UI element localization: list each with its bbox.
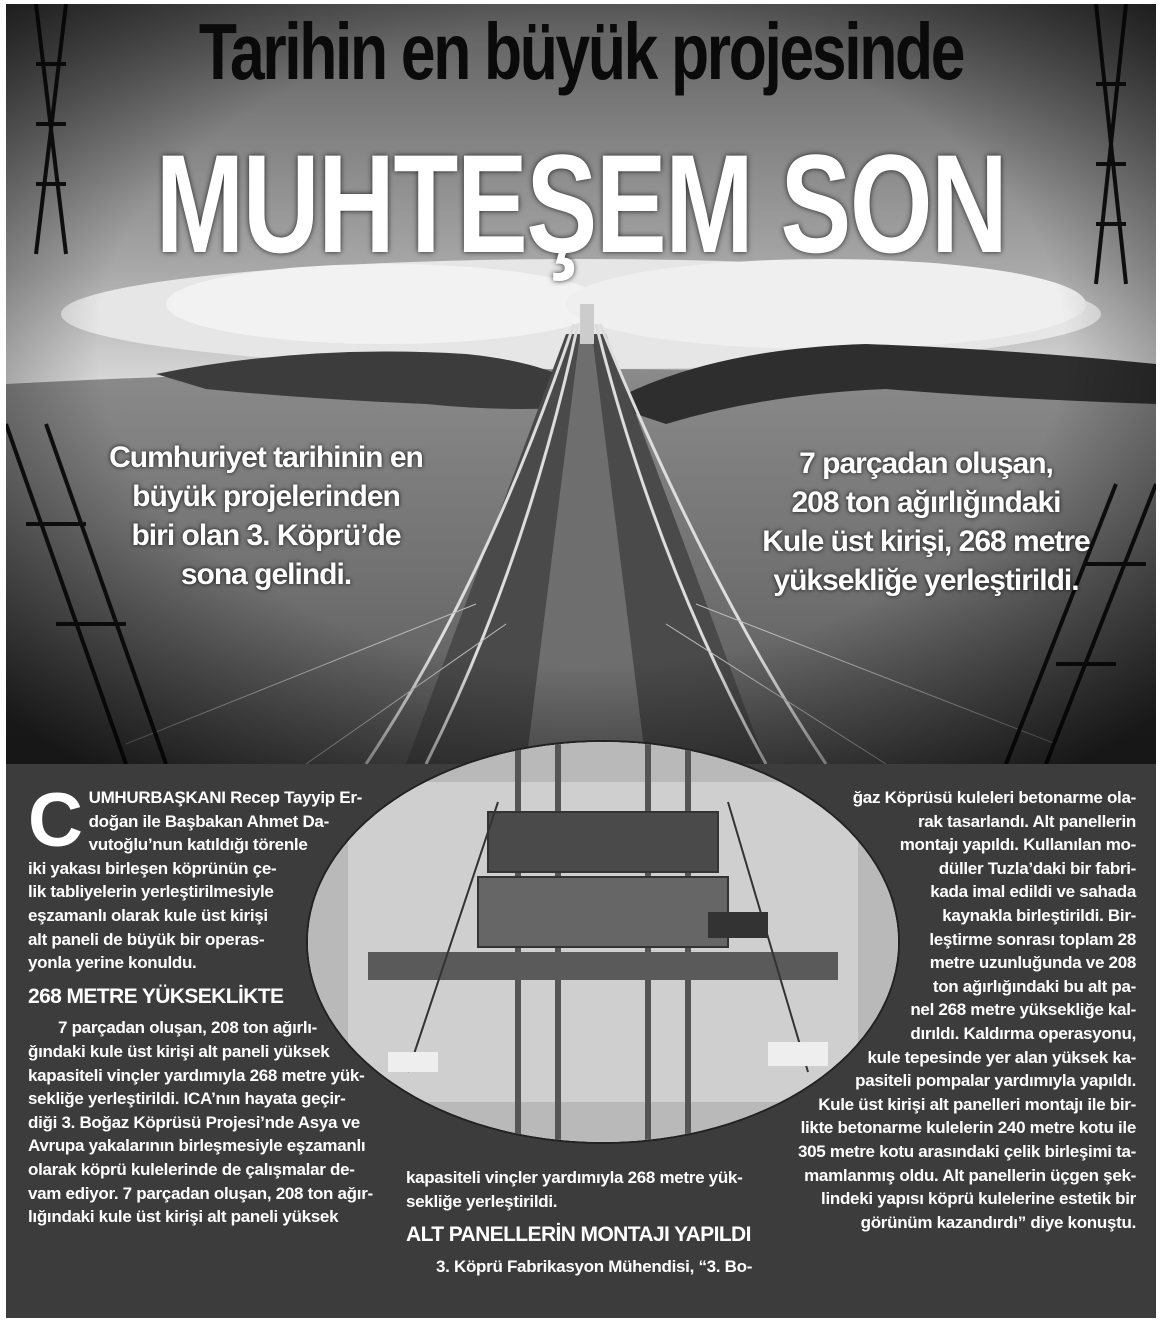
article-line: eşzamanlı olarak kule üst kirişi bbox=[28, 905, 268, 925]
article-line: lığındaki kule üst kirişi alt paneli yüksek bbox=[28, 1207, 339, 1227]
lede-line: yüksekliğe yerleştirildi. bbox=[773, 564, 1079, 597]
article-line: 3. Köprü Fabrikasyon Mühendisi, “3. Bo- bbox=[436, 1256, 753, 1276]
bridge-aerial-photo bbox=[6, 4, 1156, 764]
lede-left bbox=[106, 438, 426, 594]
article-line: olarak köprü kulelerinde de çalışmalar de- bbox=[28, 1159, 355, 1179]
subheading-alt-panel: ALT PANELLERİN MONTAJI YAPILDI bbox=[406, 1223, 751, 1247]
article-line: görünüm kazandırdı” diye konuştu. bbox=[860, 1212, 1136, 1232]
lede-right bbox=[746, 444, 1106, 600]
article-line: 305 metre kotu arasındaki çelik birleşimi ta- bbox=[798, 1141, 1136, 1161]
lede-line: 208 ton ağırlığındaki bbox=[791, 486, 1061, 519]
article-line: lik tabliyelerin yerleştirilmesiyle bbox=[28, 882, 274, 902]
article-line: rak tasarlandı. Alt panellerin bbox=[917, 811, 1136, 831]
article-line: kada imal edildi ve sahada bbox=[930, 882, 1136, 902]
article-line: vutoğlu’nun katıldığı törenle bbox=[88, 835, 308, 855]
article-line: alt paneli de büyük bir operas- bbox=[28, 929, 265, 949]
lede-line: 7 parçadan oluşan, bbox=[799, 447, 1053, 480]
article-line: pasiteli pompalar yardımıyla yapıldı. bbox=[855, 1071, 1136, 1091]
subheading-268m: 268 METRE YÜKSEKLİKTE bbox=[28, 984, 284, 1008]
lede-line: sona gelindi. bbox=[180, 558, 352, 591]
lede-line: biri olan 3. Köprü’de bbox=[131, 519, 401, 552]
article-line: ton ağırlığındaki bu alt pa- bbox=[932, 976, 1136, 996]
lede-line: Kule üst kirişi, 268 metre bbox=[762, 525, 1090, 558]
article-line: nel 268 metre yüksekliğe kal- bbox=[910, 1000, 1136, 1020]
article-line: sekliğe yerleştirildi. bbox=[406, 1191, 558, 1211]
article-line: UMHURBAŞKANI Recep Tayyip Er- bbox=[88, 788, 363, 807]
article-line: dırıldı. Kaldırma operasyonu, bbox=[910, 1023, 1136, 1043]
article-line: kule tepesinde yer alan yüksek ka- bbox=[867, 1047, 1136, 1067]
article-line: kapasiteli vinçler yardımıyla 268 metre yük- bbox=[28, 1065, 365, 1085]
article-line: likte betonarme kulelerin 240 metre kotu ile bbox=[800, 1118, 1136, 1138]
article-line: doğan ile Başbakan Ahmet Da- bbox=[88, 811, 329, 831]
article-line: ğındaki kule üst kirişi alt paneli yüksek bbox=[28, 1041, 330, 1061]
article-line: leştirme sonrası toplam 28 bbox=[929, 929, 1136, 949]
article-column-1 bbox=[28, 778, 388, 1229]
article-line: iki yakası birleşen köprünün çe- bbox=[28, 858, 277, 878]
article-line: kaynakla birleştirildi. Bir- bbox=[942, 905, 1136, 925]
article-line: ğaz Köprüsü kuleleri betonarme ola- bbox=[852, 788, 1136, 807]
article-line: sekliğe yerleştirildi. ICA’nın hayata geçir- bbox=[28, 1089, 346, 1109]
article-line: kapasiteli vinçler yardımıyla 268 metre yük- bbox=[406, 1168, 743, 1187]
article-line: metre uzunluğunda ve 208 bbox=[929, 953, 1136, 973]
drop-cap: C bbox=[28, 778, 83, 863]
article-line: montajı yapıldı. Kullanılan mo- bbox=[899, 835, 1136, 855]
article-line: vam ediyor. 7 parçadan oluşan, 208 ton ağır- bbox=[28, 1183, 373, 1203]
article-line: diği 3. Boğaz Köprüsü Projesi’nde Asya ve bbox=[28, 1112, 360, 1132]
lede-line: Cumhuriyet tarihinin en bbox=[109, 441, 423, 474]
article-line: düller Tuzla’daki bir fabri- bbox=[938, 858, 1136, 878]
newspaper-page bbox=[6, 4, 1156, 1318]
article-line: yonla yerine konuldu. bbox=[28, 953, 197, 973]
lede-line: büyük projelerinden bbox=[132, 480, 400, 513]
article-line: lindeki yapısı köprü kulelerine estetik bir bbox=[821, 1189, 1136, 1209]
article-line: 7 parçadan oluşan, 208 ton ağırlı- bbox=[58, 1018, 318, 1038]
headline-main: MUHTEŞEM SON bbox=[155, 125, 1007, 282]
article-line: mamlanmış oldu. Alt panellerin üçgen şek- bbox=[804, 1165, 1136, 1185]
article-line: Avrupa yakalarının birleşmesiyle eşzamanlı bbox=[28, 1136, 366, 1156]
article-line: Kule üst kirişi alt panelleri montajı ile bir- bbox=[818, 1094, 1136, 1114]
headline-top: Tarihin en büyük projesinde bbox=[198, 7, 964, 96]
article-column-2 bbox=[406, 1166, 756, 1278]
article-column-3 bbox=[766, 786, 1136, 1234]
